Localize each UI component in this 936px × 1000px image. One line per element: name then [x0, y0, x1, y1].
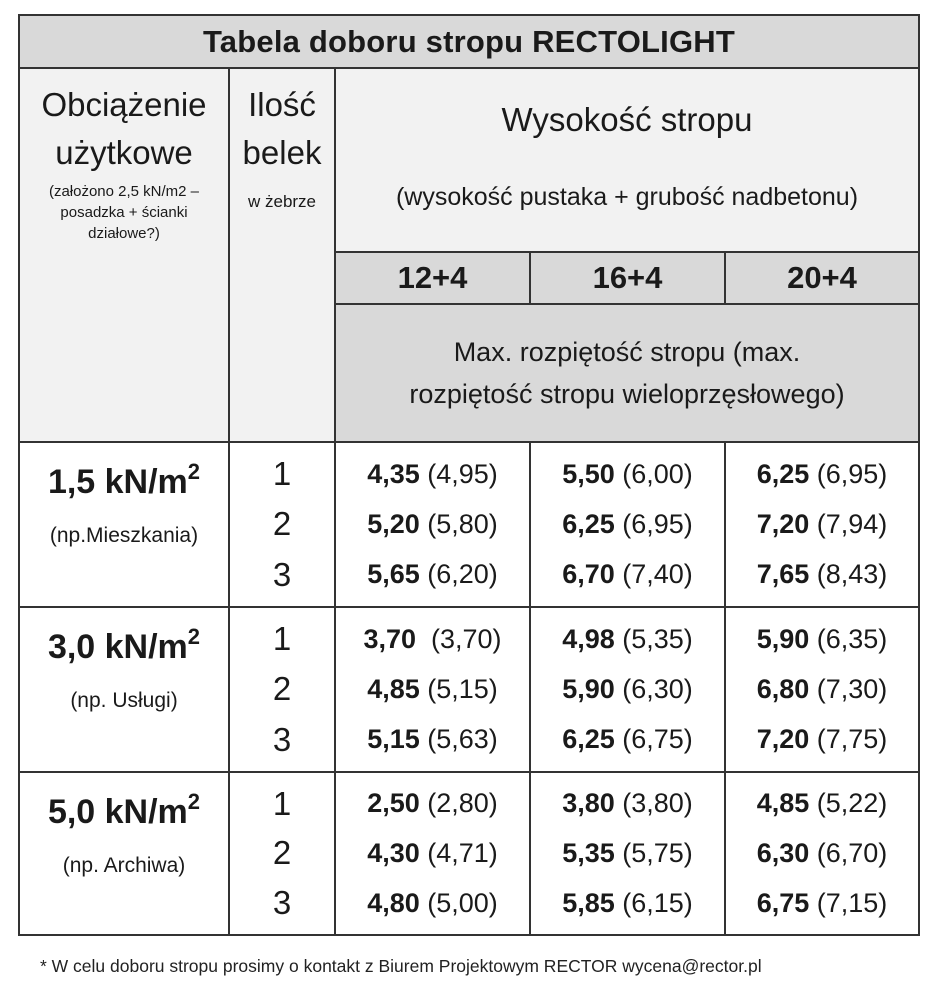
height-subtitle: (wysokość pustaka + grubość nadbetonu) — [395, 182, 859, 211]
span-value: 6,30 (6,70) — [756, 837, 888, 868]
values-col-12-4-group-3 — [336, 773, 531, 934]
span-value: 6,25 (6,95) — [756, 458, 888, 489]
span-value: 4,80 (5,00) — [367, 887, 498, 918]
values-col-12-4-group-2 — [336, 608, 531, 773]
span-value: 6,25 (6,95) — [562, 508, 693, 539]
span-value: 6,25 (6,75) — [562, 724, 693, 755]
values-col-16-4-group-2 — [531, 608, 726, 773]
load-header-line2: użytkowe — [55, 134, 193, 171]
beams-count: 2 — [272, 670, 292, 708]
beams-count: 1 — [272, 620, 292, 658]
beams-count: 2 — [272, 505, 292, 543]
span-value: 5,85 (6,15) — [562, 887, 693, 918]
span-value: 4,35 (4,95) — [367, 458, 498, 489]
beams-count: 3 — [272, 884, 292, 922]
load-value: 5,0 $kN/m^2$ — [47, 789, 201, 831]
span-value: 2,50 (2,80) — [367, 788, 498, 819]
load-description: (np. Archiwa) — [62, 854, 186, 877]
load-value: 1,5 $kN/m^2$ — [47, 459, 201, 501]
span-value: 4,98 (5,35) — [562, 623, 693, 654]
values-col-16-4-group-1 — [531, 443, 726, 608]
values-col-20-4-group-3 — [726, 773, 918, 934]
column-header-16-4: 16+4 — [531, 253, 726, 305]
load-description: (np.Mieszkania) — [49, 524, 199, 547]
beams-header-line1: Ilość — [248, 86, 316, 123]
column-header-12-4: 12+4 — [336, 253, 531, 305]
beams-header — [230, 69, 336, 443]
beams-count: 2 — [272, 834, 292, 872]
span-value: 4,85 (5,22) — [756, 788, 888, 819]
height-title: Wysokość stropu — [501, 100, 753, 138]
load-cell-2 — [20, 608, 230, 773]
beams-count: 3 — [272, 720, 292, 758]
span-value: 5,65 (6,20) — [367, 559, 498, 590]
span-value: 7,20 (7,75) — [756, 724, 888, 755]
table-title — [20, 16, 918, 69]
beams-count: 1 — [272, 455, 292, 493]
span-value: 3,80 (3,80) — [562, 788, 693, 819]
values-col-12-4-group-1 — [336, 443, 531, 608]
span-value: 5,20 (5,80) — [367, 508, 498, 539]
beams-count: 1 — [272, 784, 292, 822]
load-cell-3 — [20, 773, 230, 934]
selection-table — [18, 14, 920, 936]
span-value: 6,75 (7,15) — [756, 887, 888, 918]
span-value: 5,15 (5,63) — [367, 724, 498, 755]
load-note-line2: posadzka + ścianki — [60, 204, 188, 221]
load-cell-1 — [20, 443, 230, 608]
beams-note: w żebrze — [247, 192, 317, 211]
load-description: (np. Usługi) — [70, 689, 178, 712]
span-header-line2: rozpiętość stropu wieloprzęsłowego) — [409, 379, 845, 409]
span-value: 3,70 (3,70) — [363, 623, 502, 654]
span-value: 4,85 (5,15) — [367, 673, 498, 704]
span-value: 7,20 (7,94) — [756, 508, 888, 539]
load-header — [20, 69, 230, 443]
values-col-20-4-group-1 — [726, 443, 918, 608]
beams-count: 3 — [272, 555, 292, 593]
span-header — [336, 305, 918, 443]
span-value: 5,35 (5,75) — [562, 837, 693, 868]
height-header — [336, 69, 918, 253]
values-col-20-4-group-2 — [726, 608, 918, 773]
span-header-line1: Max. rozpiętość stropu (max. — [453, 337, 801, 367]
load-note-line1: (założono 2,5 kN/m2 – — [48, 183, 200, 200]
beams-header-line2: belek — [242, 134, 322, 171]
footnote: * W celu doboru stropu prosimy o kontakt z Biurem Projektowym RECTOR wycena@rector.pl — [40, 956, 762, 976]
beams-cell-1 — [230, 443, 336, 608]
values-col-16-4-group-3 — [531, 773, 726, 934]
load-note-line3: działowe?) — [88, 225, 160, 242]
load-value: 3,0 $kN/m^2$ — [47, 624, 201, 666]
beams-cell-3 — [230, 773, 336, 934]
span-value: 4,30 (4,71) — [367, 837, 498, 868]
table-title-text: Tabela doboru stropu RECTOLIGHT — [202, 23, 736, 59]
beams-cell-2 — [230, 608, 336, 773]
span-value: 5,90 (6,35) — [756, 623, 888, 654]
span-value: 5,90 (6,30) — [562, 673, 693, 704]
column-header-20-4: 20+4 — [726, 253, 918, 305]
span-value: 7,65 (8,43) — [756, 559, 888, 590]
span-value: 6,80 (7,30) — [756, 673, 888, 704]
span-value: 6,70 (7,40) — [562, 559, 693, 590]
load-header-line1: Obciążenie — [41, 86, 207, 123]
span-value: 5,50 (6,00) — [562, 458, 693, 489]
